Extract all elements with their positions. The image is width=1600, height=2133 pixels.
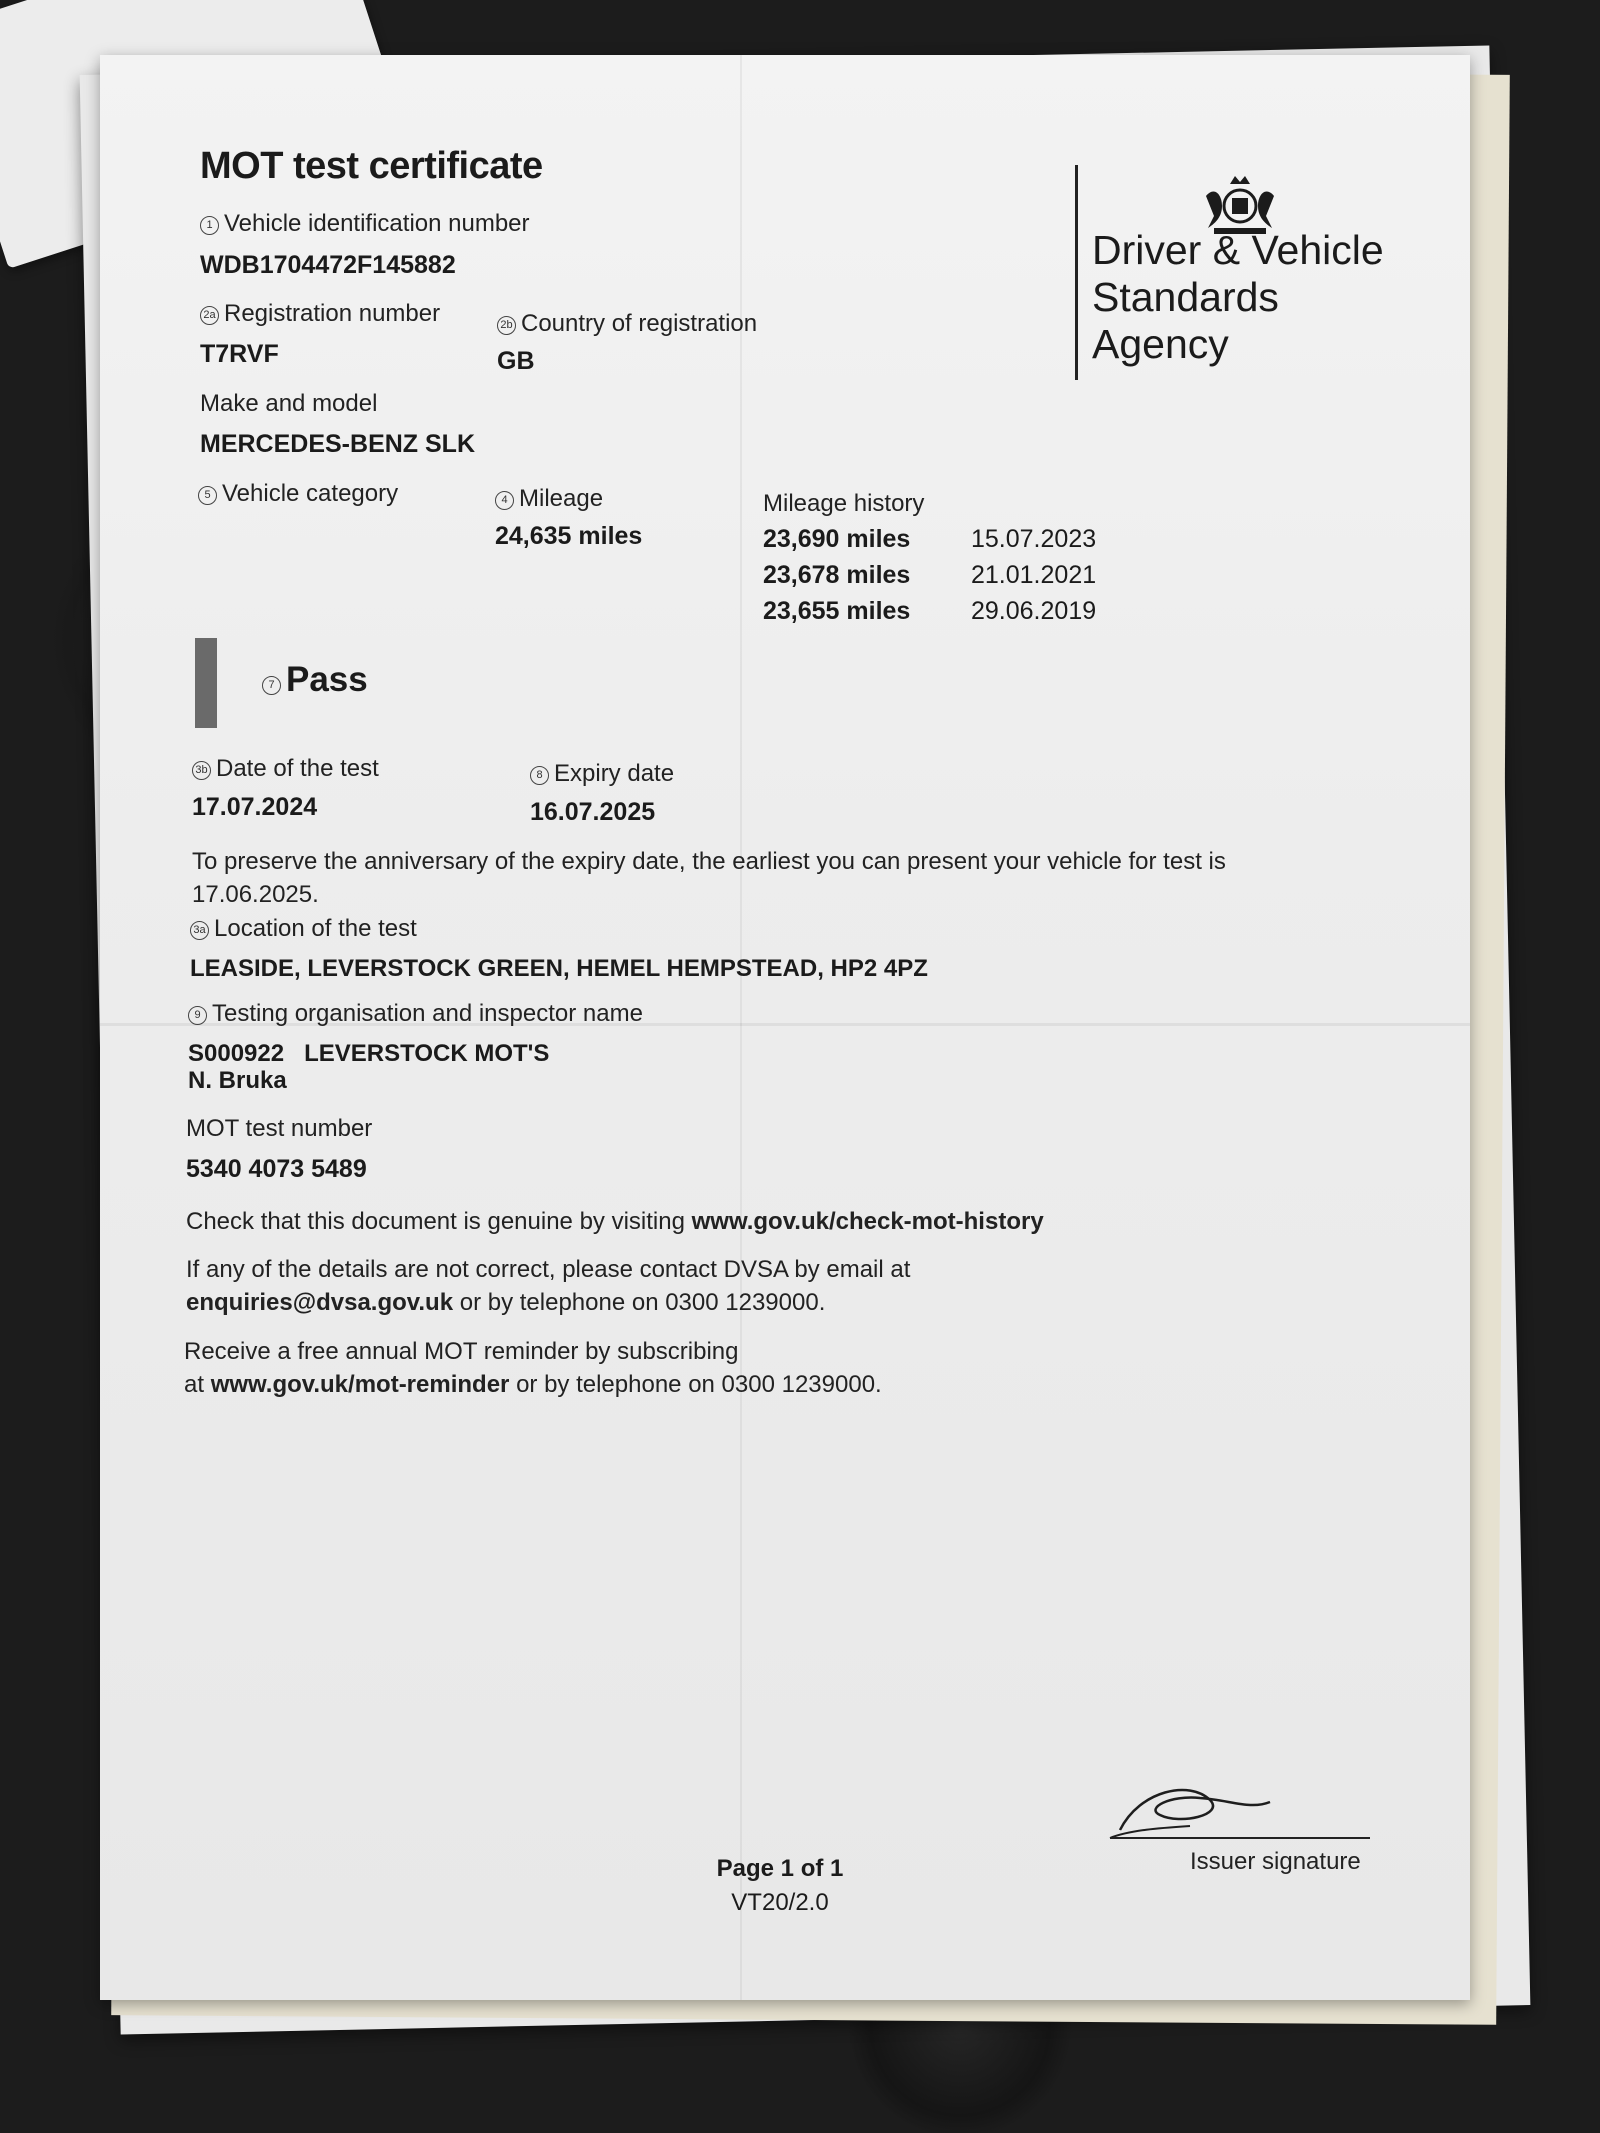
check-genuine-text: Check that this document is genuine by visiting www.gov.uk/check-mot-history: [186, 1208, 1044, 1235]
anniversary-note: To preserve the anniversary of the expiry date, the earliest you can present your vehicle for test is 17.06.2025.: [192, 848, 1226, 908]
reminder-text: Receive a free annual MOT reminder by subscribing at www.gov.uk/mot-reminder or by telephone on 0300 1239000.: [184, 1338, 882, 1398]
make-model-value: MERCEDES-BENZ SLK: [200, 430, 476, 458]
mileage-history-row: 23,678 miles 21.01.2021: [763, 561, 1097, 589]
form-code: VT20/2.0: [731, 1889, 829, 1916]
expiry-date-label: 8 Expiry date: [530, 760, 674, 788]
location-label: 3a Location of the test: [190, 915, 417, 943]
registration-value: T7RVF: [200, 340, 279, 368]
country-value: GB: [497, 347, 535, 375]
country-label: 2b Country of registration: [497, 310, 757, 338]
registration-label: 2a Registration number: [200, 300, 440, 328]
page-number: Page 1 of 1: [716, 1855, 844, 1882]
vertical-fold: [740, 55, 742, 2000]
mileage-history-row: 23,655 miles 29.06.2019: [763, 597, 1097, 625]
mot-certificate-page: [100, 55, 1470, 2000]
mileage-history-list: [763, 525, 1096, 633]
result-bar: [195, 638, 217, 728]
organisation-label: 9 Testing organisation and inspector name: [188, 1000, 643, 1028]
vehicle-category-label: 5 Vehicle category: [198, 480, 398, 508]
contact-text: If any of the details are not correct, please contact DVSA by email at enquiries@dvsa.gov.uk or by telephone on 0300 1239000.: [186, 1256, 911, 1316]
mileage-value: 24,635 miles: [495, 522, 643, 550]
location-value: LEASIDE, LEVERSTOCK GREEN, HEMEL HEMPSTEAD, HP2 4PZ: [190, 955, 928, 982]
expiry-date-value: 16.07.2025: [530, 798, 656, 826]
mileage-history-label: Mileage history: [763, 490, 925, 517]
test-number-label: MOT test number: [186, 1115, 373, 1142]
signature-line: [1110, 1837, 1370, 1839]
mileage-label: 4 Mileage: [495, 485, 603, 513]
mileage-history-row: 23,690 miles 15.07.2023: [763, 525, 1097, 553]
check-mot-history-link: www.gov.uk/check-mot-history: [691, 1208, 1044, 1235]
vin-value: WDB1704472F145882: [200, 251, 456, 279]
test-result: 7 Pass: [262, 660, 368, 700]
inspector-name: N. Bruka: [188, 1067, 287, 1094]
test-date-label: 3b Date of the test: [192, 755, 379, 783]
dvsa-logo-text: Driver & Vehicle Standards Agency: [1075, 165, 1384, 380]
test-number-value: 5340 4073 5489: [186, 1155, 367, 1183]
contact-email: enquiries@dvsa.gov.uk: [186, 1289, 454, 1316]
signature-label: Issuer signature: [1190, 1848, 1361, 1875]
page-title: MOT test certificate: [200, 145, 543, 187]
test-date-value: 17.07.2024: [192, 793, 318, 821]
page-footer: [660, 1855, 900, 1917]
organisation-value: S000922 LEVERSTOCK MOT'S: [188, 1040, 550, 1067]
make-model-label: Make and model: [200, 390, 378, 417]
vin-label: 1 Vehicle identification number: [200, 210, 530, 238]
mot-reminder-link: www.gov.uk/mot-reminder: [210, 1371, 510, 1398]
